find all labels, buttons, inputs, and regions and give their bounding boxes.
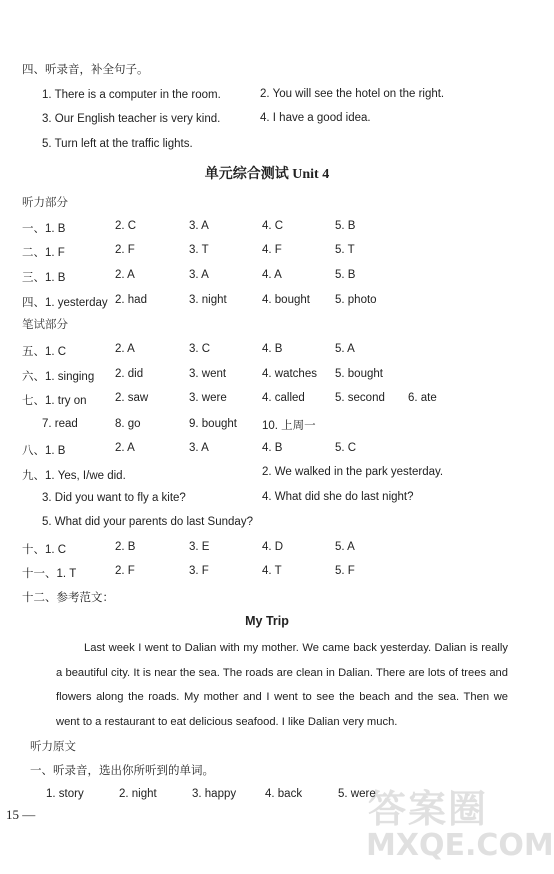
- answer-item: 6. ate: [408, 392, 437, 404]
- answer-item: 3. C: [189, 343, 211, 355]
- answer-item: 2. had: [115, 294, 147, 306]
- answer-item: 4. B: [262, 442, 283, 454]
- listening-section-label: 听力部分: [22, 197, 68, 209]
- answer-item: 2. saw: [115, 392, 149, 404]
- answer-item: 十一、1. T: [22, 568, 77, 580]
- answer-item: 2. A: [115, 269, 135, 281]
- watermark-url: MXQE.COM: [366, 828, 554, 863]
- transcript-item: 2. night: [119, 788, 157, 800]
- answer-item: 九、1. Yes, I/we did.: [22, 470, 126, 482]
- answer-item: 5. bought: [335, 368, 383, 380]
- answer-item: 3. went: [189, 368, 227, 380]
- essay-body: Last week I went to Dalian with my mother. We came back yesterday. Dalian is really a beautiful city. It is near the sea. The roads are clean in Dalian. There are lots of trees and flowers along the roads. My mother and I went to see the beach and the sea. Then we went to a restaurant to eat delicious seafood. I like Dalian very much.: [56, 642, 508, 728]
- answer-item: 9. bought: [189, 418, 237, 430]
- page-number: 15 —: [6, 807, 36, 822]
- answer-item: 4. B: [262, 343, 283, 355]
- answer-item: 5. second: [335, 392, 385, 404]
- answer-item: 8. go: [115, 418, 141, 430]
- transcript-item: 1. story: [46, 788, 84, 800]
- answer-item: 5. A: [335, 343, 355, 355]
- answer-item: 2. did: [115, 368, 144, 380]
- unit-title: 单元综合测试 Unit 4: [204, 167, 330, 182]
- answer-item: 3. night: [189, 294, 227, 306]
- answer-item: 4. T: [262, 565, 282, 577]
- written-section-label: 笔试部分: [22, 319, 68, 331]
- answer-item: 4. F: [262, 244, 282, 256]
- transcript-question-one: 一、听录音，选出你所听到的单词。: [30, 765, 214, 777]
- answer-item: 4. called: [262, 392, 305, 404]
- answer-item: 2. A: [115, 442, 135, 454]
- answer-item: 5. F: [335, 565, 355, 577]
- answer-item: 5. Turn left at the traffic lights.: [42, 138, 193, 150]
- answer-item: 5. B: [335, 269, 356, 281]
- answer-item: 六、1. singing: [22, 371, 95, 383]
- answer-item: 2. C: [115, 220, 137, 232]
- watermark-text: 答案圈: [368, 787, 489, 831]
- answer-item: 5. What did your parents do last Sunday?: [42, 516, 253, 528]
- answer-item: 5. photo: [335, 294, 377, 306]
- answer-item: 2. You will see the hotel on the right.: [260, 88, 445, 100]
- answer-item: 4. D: [262, 541, 284, 553]
- transcript-item: 5. were: [338, 788, 376, 800]
- answer-item: 四、1. yesterday: [22, 297, 108, 309]
- answer-item: 三、1. B: [22, 272, 66, 284]
- answer-item: 2. A: [115, 343, 135, 355]
- answer-item: 2. We walked in the park yesterday.: [262, 466, 444, 478]
- watermark-logo: [360, 778, 554, 868]
- answer-item: 1. There is a computer in the room.: [42, 89, 221, 101]
- answer-item: 4. I have a good idea.: [260, 112, 371, 124]
- answer-item: 3. T: [189, 244, 209, 256]
- answer-item: 八、1. B: [22, 445, 66, 457]
- answer-item: 2. F: [115, 565, 135, 577]
- answer-item: 7. read: [42, 418, 78, 430]
- answer-item: 2. B: [115, 541, 136, 553]
- answer-item: 一、1. B: [22, 223, 66, 235]
- answer-item: 4. What did she do last night?: [262, 491, 414, 503]
- answer-item: 5. A: [335, 541, 355, 553]
- answer-item: 二、1. F: [22, 247, 65, 259]
- answer-item: 3. E: [189, 541, 210, 553]
- section-four-heading: 四、听录音，补全句子。: [22, 64, 149, 76]
- transcript-item: 3. happy: [192, 788, 237, 800]
- answer-item: 十、1. C: [22, 544, 67, 556]
- answer-item: 5. T: [335, 244, 355, 256]
- answer-item: 五、1. C: [22, 346, 67, 358]
- answer-item: 3. Did you want to fly a kite?: [42, 492, 186, 504]
- answer-item: 3. A: [189, 269, 209, 281]
- answer-item: 10. 上周一: [262, 420, 316, 432]
- answer-item: 4. watches: [262, 368, 317, 380]
- essay-title: My Trip: [245, 614, 289, 628]
- answer-item: 2. F: [115, 244, 135, 256]
- answer-item: 七、1. try on: [22, 395, 87, 407]
- answer-item: 3. A: [189, 220, 209, 232]
- answer-item: 3. Our English teacher is very kind.: [42, 113, 221, 125]
- transcript-label: 听力原文: [30, 741, 76, 753]
- answer-item: 5. B: [335, 220, 356, 232]
- answer-item: 3. A: [189, 442, 209, 454]
- sample-essay-label: 十二、参考范文：: [22, 592, 114, 604]
- answer-item: 3. were: [189, 392, 227, 404]
- answer-item: 4. C: [262, 220, 284, 232]
- answer-item: 4. A: [262, 269, 282, 281]
- answer-item: 4. bought: [262, 294, 310, 306]
- answer-item: 5. C: [335, 442, 357, 454]
- answer-item: 3. F: [189, 565, 209, 577]
- transcript-item: 4. back: [265, 788, 303, 800]
